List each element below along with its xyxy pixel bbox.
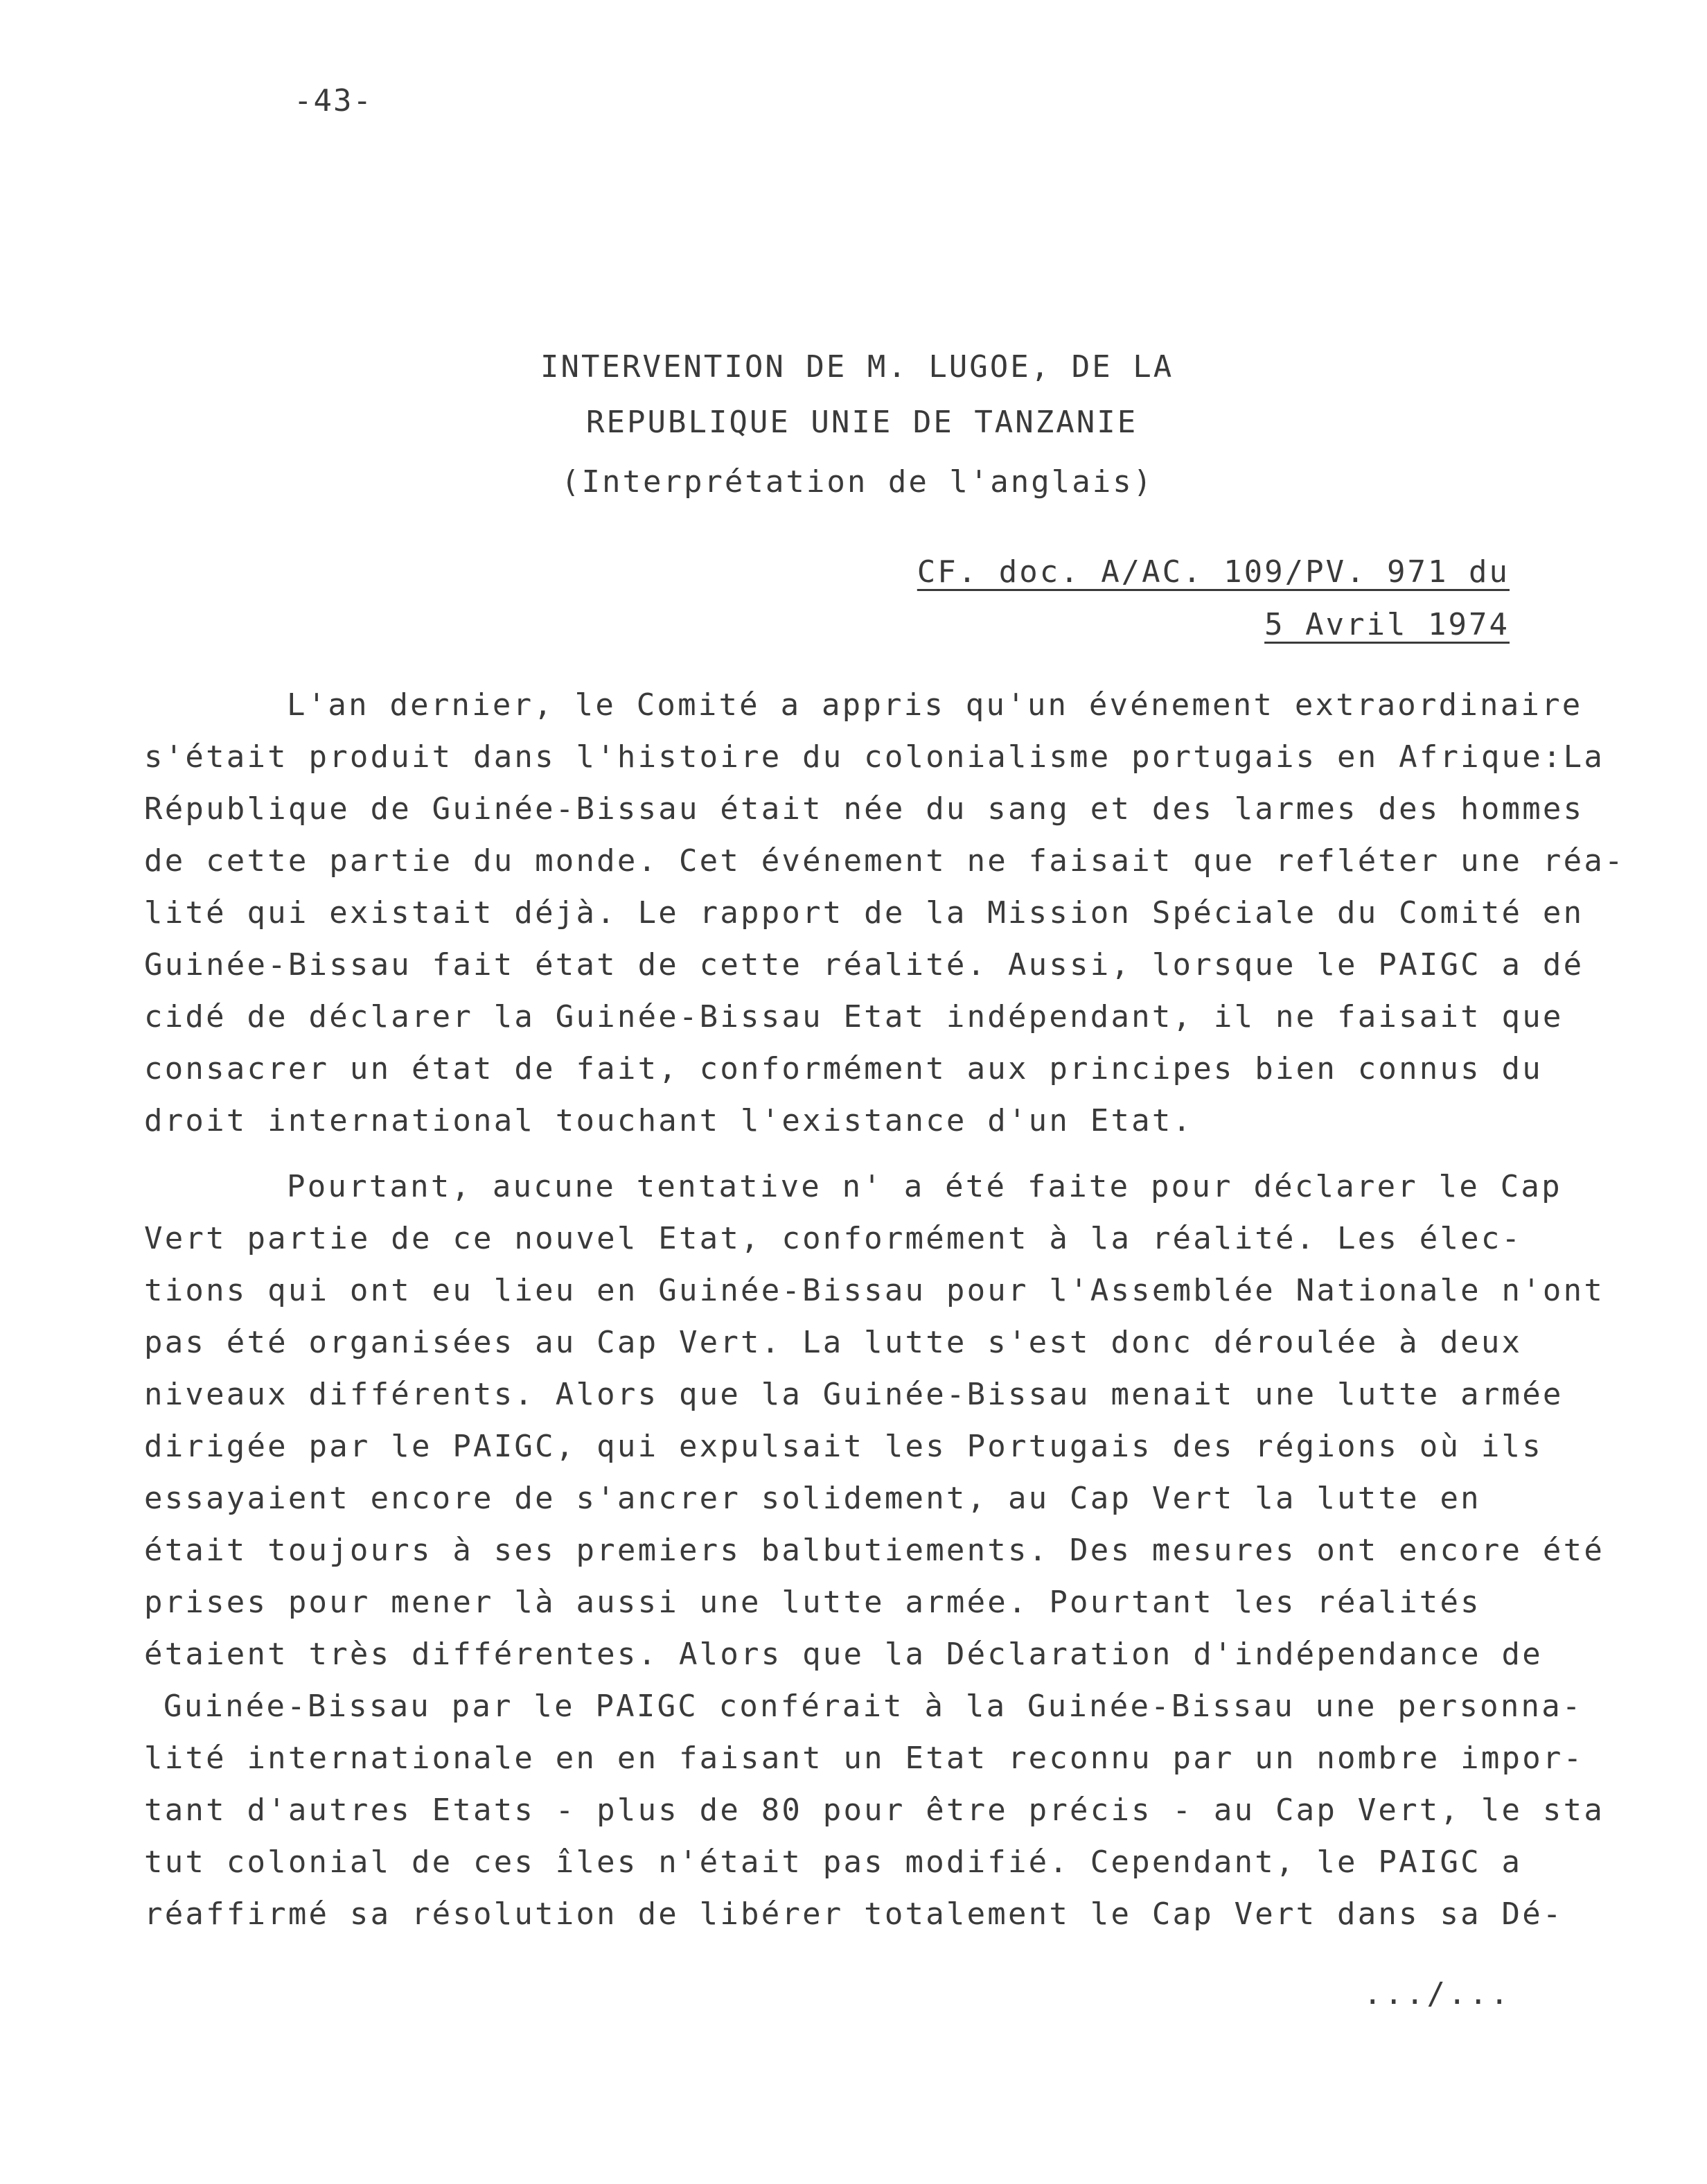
text-line: étaient très différentes. Alors que la Déclaration d'indépendance de (144, 1637, 1543, 1672)
text-line: Vert partie de ce nouvel Etat, conformément à la réalité. Les élec- (144, 1221, 1523, 1256)
text-line: Guinée-Bissau par le PAIGC conférait à la Guinée-Bissau une personna- (163, 1689, 1583, 1724)
page-number: -43- (294, 83, 373, 118)
text-line: consacrer un état de fait, conformément aux principes bien connus du (144, 1051, 1543, 1086)
reference-line-2: 5 Avril 1974 (1264, 607, 1510, 642)
title-line-2: REPUBLIQUE UNIE DE TANZANIE (586, 405, 1138, 440)
continuation-marker: .../... (1363, 1976, 1512, 2011)
text-line: de cette partie du monde. Cet événement ne faisait que refléter une réa- (144, 843, 1625, 879)
text-line: Pourtant, aucune tentative n' a été faite pour déclarer le Cap (287, 1169, 1562, 1204)
text-line: Guinée-Bissau fait état de cette réalité. Aussi, lorsque le PAIGC a dé (144, 947, 1584, 983)
text-line: essayaient encore de s'ancrer solidement, au Cap Vert la lutte en (144, 1481, 1481, 1516)
text-line: prises pour mener là aussi une lutte armée. Pourtant les réalités (144, 1585, 1481, 1620)
text-line: cidé de déclarer la Guinée-Bissau Etat indépendant, il ne faisait que (144, 999, 1564, 1034)
document-reference (917, 546, 1510, 651)
text-line: tions qui ont eu lieu en Guinée-Bissau pour l'Assemblée Nationale n'ont (144, 1273, 1605, 1308)
text-line: réaffirmé sa résolution de libérer totalement le Cap Vert dans sa Dé- (144, 1896, 1564, 1932)
text-line: était toujours à ses premiers balbutiements. Des mesures ont encore été (144, 1533, 1605, 1568)
text-line: L'an dernier, le Comité a appris qu'un événement extraordinaire (287, 687, 1583, 723)
text-line: tut colonial de ces îles n'était pas modifié. Cependant, le PAIGC a (144, 1844, 1523, 1880)
document-title (540, 340, 1233, 450)
text-line: lité qui existait déjà. Le rapport de la Mission Spéciale du Comité en (144, 895, 1584, 931)
text-line: s'était produit dans l'histoire du colonialisme portugais en Afrique:La (144, 739, 1605, 775)
text-line: pas été organisées au Cap Vert. La lutte s'est donc déroulée à deux (144, 1325, 1523, 1360)
text-line: lité internationale en en faisant un Etat reconnu par un nombre impor- (144, 1741, 1584, 1776)
title-line-1: INTERVENTION DE M. LUGOE, DE LA (540, 349, 1174, 385)
document-subtitle: (Interprétation de l'anglais) (561, 464, 1154, 500)
text-line: République de Guinée-Bissau était née du sang et des larmes des hommes (144, 791, 1584, 827)
text-line: dirigée par le PAIGC, qui expulsait les Portugais des régions où ils (144, 1429, 1543, 1464)
paragraph-1 (144, 679, 1634, 1147)
reference-line-1: CF. doc. A/AC. 109/PV. 971 du (917, 554, 1510, 590)
paragraph-2 (144, 1161, 1634, 1940)
text-line: tant d'autres Etats - plus de 80 pour être précis - au Cap Vert, le sta (144, 1793, 1605, 1828)
body-text (144, 679, 1634, 1954)
text-line: droit international touchant l'existance d'un Etat. (144, 1103, 1194, 1138)
text-line: niveaux différents. Alors que la Guinée-Bissau menait une lutte armée (144, 1377, 1564, 1412)
